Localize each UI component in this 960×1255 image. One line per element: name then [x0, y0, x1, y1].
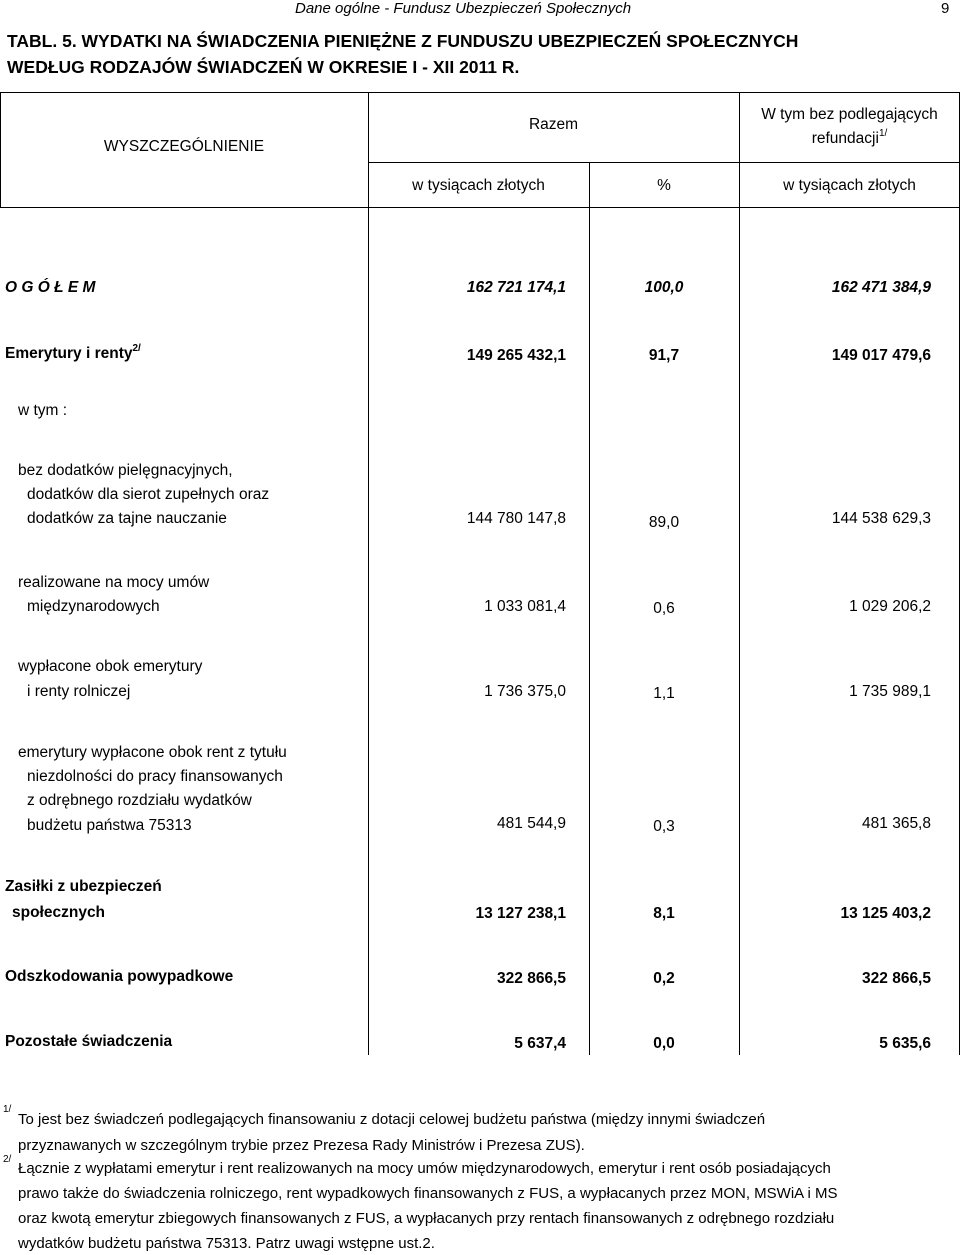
row-benefits-label-2: społecznych: [12, 904, 106, 921]
row-benefits-value: 13 127 238,1: [475, 905, 566, 922]
row-intl-value: 1 033 081,4: [484, 598, 566, 615]
row-benefits-refund: 13 125 403,2: [840, 905, 931, 922]
table-title-line1: TABL. 5. WYDATKI NA ŚWIADCZENIA PIENIĘŻNE Z FUNDUSZU UBEZPIECZEŃ SPOŁECZNYCH: [7, 31, 799, 51]
row-other-refund: 5 635,6: [879, 1035, 931, 1052]
unit-refund: w tysiącach złotych: [783, 177, 916, 194]
row-intl-label-1: realizowane na mocy umów: [18, 574, 210, 591]
footnote-1-line1: To jest bez świadczeń podlegających finansowaniu z dotacji celowej budżetu państwa (między innymi świadczeń: [18, 1111, 766, 1128]
row-nosupp-label-3: dodatków za tajne nauczanie: [27, 510, 227, 527]
col-header-spec: WYSZCZEGÓLNIENIE: [103, 138, 265, 155]
row-agri-label-2: i renty rolniczej: [27, 683, 131, 700]
col-header-refund-line1: W tym bez podlegających: [761, 106, 938, 123]
running-header: Dane ogólne - Fundusz Ubezpieczeń Społecznych: [295, 0, 632, 17]
footnote-1-line2: przyznawanych w szczególnym trybie przez Prezesa Rady Ministrów i Prezesa ZUS).: [18, 1137, 585, 1154]
row-benefits-pct: 8,1: [653, 905, 675, 922]
row-other-pct: 0,0: [653, 1035, 675, 1052]
header-mid-rule: [368, 162, 960, 163]
row-pensions-refund: 149 017 479,6: [831, 347, 931, 364]
row-nosupp-label-2: dodatków dla sierot zupełnych oraz: [27, 486, 270, 503]
header-bottom-rule: [0, 207, 960, 208]
row-total-value: 162 721 174,1: [466, 279, 566, 296]
of-which-label: w tym :: [18, 402, 68, 419]
row-intl-refund: 1 029 206,2: [849, 598, 931, 615]
row-disab-value: 481 544,9: [497, 815, 566, 832]
footnote-1-mark: 1/: [3, 1104, 12, 1115]
page-number: 9: [941, 0, 950, 17]
refund-label: refundacji: [811, 130, 879, 147]
row-accident-label: Odszkodowania powypadkowe: [5, 968, 234, 985]
col-header-total: Razem: [528, 116, 579, 133]
row-total-pct: 100,0: [644, 279, 684, 296]
row-nosupp-pct: 89,0: [648, 514, 680, 531]
row-disab-label-4: budżetu państwa 75313: [27, 817, 192, 834]
row-disab-label-2: niezdolności do pracy finansowanych: [27, 768, 283, 785]
col-header-refund-line2: [739, 130, 960, 148]
row-pensions-value: 149 265 432,1: [466, 347, 566, 364]
table-top-rule: [0, 92, 960, 93]
row-disab-label-1: emerytury wypłacone obok rent z tytułu: [18, 744, 287, 761]
row-intl-pct: 0,6: [653, 600, 675, 617]
row-agri-pct: 1,1: [653, 685, 675, 702]
row-other-label: Pozostałe świadczenia: [5, 1033, 173, 1050]
unit-pct: %: [657, 177, 671, 194]
row-accident-refund: 322 866,5: [862, 970, 931, 987]
row-disab-label-3: z odrębnego rozdziału wydatków: [27, 792, 252, 809]
footnote-2-line4: wydatków budżetu państwa 75313. Patrz uwagi wstępne ust.2.: [18, 1235, 435, 1252]
row-accident-pct: 0,2: [653, 970, 675, 987]
row-agri-label-1: wypłacone obok emerytury: [18, 658, 203, 675]
row-nosupp-label-1: bez dodatków pielęgnacyjnych,: [18, 462, 233, 479]
footnote-2-mark: 2/: [3, 1154, 12, 1165]
row-intl-label-2: międzynarodowych: [27, 598, 160, 615]
footnote-2-line1: Łącznie z wypłatami emerytur i rent realizowanych na mocy umów międzynarodowych, emerytur i rent osób posiadających: [18, 1160, 831, 1177]
table-title-line2: WEDŁUG RODZAJÓW ŚWIADCZEŃ W OKRESIE I - XII 2011 R.: [7, 57, 520, 77]
pensions-text: Emerytury i renty: [5, 345, 133, 362]
row-nosupp-refund: 144 538 629,3: [831, 510, 931, 527]
row-pensions-label: [5, 345, 141, 363]
footnote-2-line2: prawo także do świadczenia rolniczego, rent wypadkowych finansowanych z FUS, a wypłacanych przez MON, MSWiA i MS: [18, 1185, 838, 1202]
footnote-2-line3: oraz kwotą emerytur zbiegowych finansowanych z FUS, a wypłacanych przy rentach finansowanych z odrębnego rozdziału: [18, 1210, 835, 1227]
row-agri-refund: 1 735 989,1: [849, 683, 931, 700]
row-disab-pct: 0,3: [653, 818, 675, 835]
row-nosupp-value: 144 780 147,8: [466, 510, 566, 527]
refund-footnote-mark: 1/: [878, 128, 888, 139]
row-agri-value: 1 736 375,0: [484, 683, 566, 700]
row-disab-refund: 481 365,8: [862, 815, 931, 832]
row-benefits-label-1: Zasiłki z ubezpieczeń: [5, 878, 162, 895]
unit-total: w tysiącach złotych: [412, 177, 545, 194]
row-pensions-pct: 91,7: [648, 347, 680, 364]
row-total-label: O G Ó Ł E M: [5, 279, 96, 296]
row-other-value: 5 637,4: [514, 1035, 566, 1052]
row-total-refund: 162 471 384,9: [831, 279, 931, 296]
pensions-footnote-mark: 2/: [132, 343, 141, 354]
row-accident-value: 322 866,5: [497, 970, 566, 987]
